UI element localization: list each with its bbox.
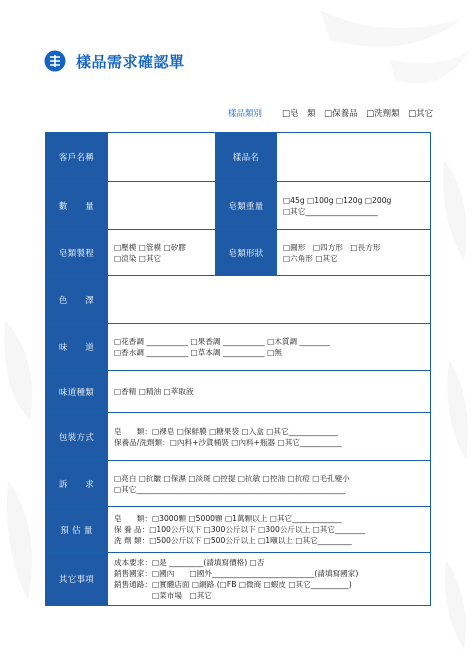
soap-weight-line-2: □其它___________________ — [283, 206, 378, 216]
soap-shape-options[interactable] — [277, 230, 430, 275]
sample-name-field[interactable] — [277, 133, 430, 181]
packaging-label: 包裝方式 — [46, 413, 108, 460]
row-appeal — [46, 461, 430, 507]
other-line-2: 銷售國家：□國內 □國外___________________________(請填寫國家) — [114, 569, 359, 578]
page-title: 樣品需求確認單 — [76, 53, 185, 71]
estimate-label: 預 估 量 — [46, 507, 108, 552]
sample-name-label: 樣品名 — [215, 133, 277, 181]
quantity-field[interactable] — [108, 182, 215, 229]
company-logo-icon — [44, 50, 66, 72]
soap-shape-line-1: □圓形 □四方形 □長方形 — [283, 242, 381, 252]
leaf-decoration-left — [0, 300, 45, 660]
packaging-line-2: 保養品/洗劑類：□內料+沙貨桶裝 □內料+瓶器 □其它___________ — [114, 437, 342, 447]
leaf-decoration-right — [434, 140, 474, 660]
soap-process-label: 皂類製程 — [46, 230, 108, 275]
soap-process-line-2: □渲染 □其它 — [114, 253, 162, 263]
scent-options[interactable] — [108, 324, 430, 370]
row-process-shape — [46, 230, 430, 276]
row-customer-sample — [46, 133, 430, 182]
sample-category-row — [228, 107, 433, 119]
customer-name-label: 客戶名稱 — [46, 133, 108, 181]
estimate-line-3: 洗 劑 類：□500公斤以下 □500公斤以上 □1噸以上 □其它_________ — [114, 536, 352, 545]
row-quantity-weight — [46, 182, 430, 230]
other-label: 其它事項 — [46, 553, 108, 605]
quantity-label: 數 量 — [46, 182, 108, 229]
appeal-options[interactable] — [108, 461, 430, 506]
other-line-3: 銷售通路：□實體店面 □網路 (□FB □微商 □蝦皮 □其它__________) — [114, 580, 352, 589]
row-packaging — [46, 413, 430, 461]
estimate-options[interactable] — [108, 507, 430, 552]
scent-type-label: 味道種類 — [46, 371, 108, 412]
soap-shape-label: 皂類形狀 — [215, 230, 277, 275]
request-form-table — [45, 132, 431, 606]
estimate-line-1: 皂 類：□3000顆 □5000顆 □1萬顆以上 □其它_____________ — [114, 514, 342, 523]
soap-weight-line-1: □45g □100g □120g □200g — [283, 195, 392, 205]
appeal-line-2: □其它_______________________________________________________ — [114, 484, 346, 494]
soap-process-options[interactable] — [108, 230, 215, 275]
scent-line-1: □花香調 ___________ □果香調 ___________ □木質調 ________ — [114, 337, 330, 346]
soap-shape-line-2: □六角形 □其它 — [283, 253, 338, 263]
sample-category-options[interactable]: □皂 類 □保養品 □洗劑類 □其它 — [282, 109, 434, 119]
scent-label: 味 道 — [46, 324, 108, 370]
soap-process-line-1: □壓模 □管模 □矽膠 — [114, 242, 186, 252]
other-line-4: □菜市場 □其它 — [114, 591, 212, 600]
row-scent-type — [46, 371, 430, 413]
other-line-1: 成本要求：□是 _________(請填寫價格) □否 — [114, 558, 265, 567]
soap-weight-options[interactable] — [277, 182, 430, 229]
packaging-options[interactable] — [108, 413, 430, 460]
color-field[interactable] — [108, 276, 430, 323]
color-label: 色 澤 — [46, 276, 108, 323]
row-color — [46, 276, 430, 324]
estimate-line-2: 保 養 品：□100公斤以下 □300公斤以下 □300公斤以上 □其它________ — [114, 525, 366, 534]
appeal-line-1: □亮白 □抗皺 □保濕 □淡斑 □控提 □抗敏 □控油 □抗痘 □毛孔變小 — [114, 473, 350, 483]
customer-name-field[interactable] — [108, 133, 215, 181]
sample-category-label: 樣品類別 — [228, 109, 263, 119]
row-estimate — [46, 507, 430, 553]
leaf-decoration-top — [300, 0, 474, 120]
row-scent — [46, 324, 430, 371]
scent-type-options[interactable]: □香精 □精油 □萃取液 — [114, 387, 194, 396]
other-options[interactable] — [108, 553, 430, 605]
row-other — [46, 553, 430, 605]
scent-line-2: □香水調 ___________ □草本調 ___________ □無 — [114, 348, 282, 357]
packaging-line-1: 皂 類：□裸皂 □保鮮膜 □糖果袋 □入盒 □其它_____________ — [114, 426, 338, 436]
appeal-label: 訴 求 — [46, 461, 108, 506]
soap-weight-label: 皂類重量 — [215, 182, 277, 229]
